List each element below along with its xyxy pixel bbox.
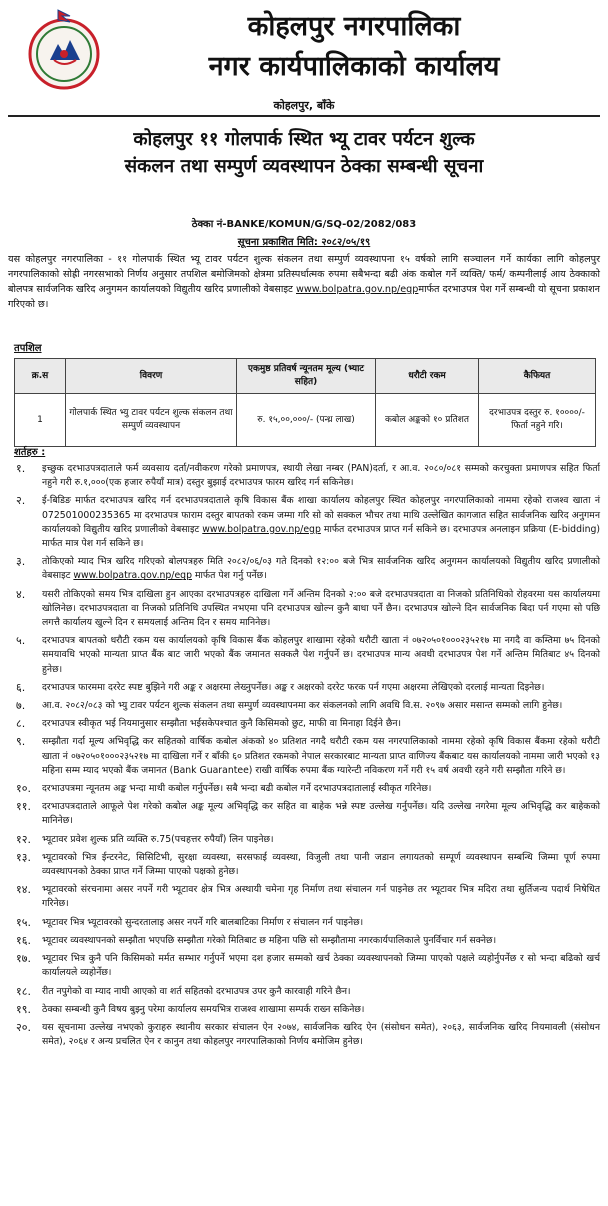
term-bolpatra-link[interactable]: www.bolpatra.gov.np/egp — [202, 523, 321, 535]
term-text-wrap — [42, 555, 600, 583]
term-number: १५. — [16, 915, 31, 929]
list-item — [8, 717, 600, 731]
contract-reference: ठेक्का नं-BANKE/KOMUN/G/SQ-02/2082/083 — [191, 219, 417, 230]
list-item — [8, 916, 600, 930]
list-item — [8, 782, 600, 796]
list-item — [8, 1021, 600, 1049]
intro-text: यस कोहलपुर नगरपालिका - ११ गोलपार्क स्थित भ्यू टावर पर्यटन शुल्क संकलन तथा सम्पुर्ण व्यवस्थापना १५ वर्षको लागि सञ्चालन गर्ने कार्यका लागि कोहलपुर नगरपालिकाको सोह्री नगरसभाको निर्णय अनुसार तपशिल बमोजिमको क्षेत्रमा प्रतिस्पर्धात्मक रुपमा सबैभन्दा बढी अंक कबोल गर्ने व्यक्ति/ फर्म/ कम्पनीलाई आय ठेक्काको बोलपत्र सार्वजनिक खरिद अनुगमन कार्यालयको विद्युतीय खरिद प्रणालीको वेबसाइट — [8, 254, 600, 295]
term-text: दरभाउपत्र फारममा दररेट स्पष्ट बुझिने गरी अङ्क र अक्षरमा लेख्नुपर्नेछ। अङ्क र अक्षरको दररेट फरक पर्न गएमा अक्षरमा लेखिएको दरलाई मान्यता दिइनेछ। — [42, 681, 545, 693]
intro-suffix: मार्फत दरभाउपत्र पेश गर्ने सम्बन्धी यो सूचना प्रकाशन गरिएको छ। — [8, 284, 600, 310]
term-text: तोकिएको म्याद भित्र खरिद गरिएको बोलपत्रहरु मिति २०८२/०६/०३ गते दिनको १२:०० बजे भित्र सार्वजनिक खरिद अनुगमन कार्यालयको विद्युतीय खरिद प्रणालीको वेबसाइट — [42, 556, 600, 582]
schedule-header-row — [15, 359, 596, 394]
list-item — [8, 735, 600, 778]
col-description: विवरण — [66, 359, 237, 394]
term-text: भ्यूटावर भित्र भ्यूटावरको सुन्दरतालाइ असर नपर्ने गरि बालबाटिका निर्माण र संचालन गर्न पाइनेछ। — [42, 916, 364, 928]
term-text: रीत नपुगेको वा म्याद नाघी आएको वा शर्त सहितको दरभाउपत्र उपर कुनै कारवाही गरिने छैन। — [42, 985, 351, 997]
term-suffix: मार्फत पेश गर्नु पर्नेछ। — [194, 570, 267, 582]
list-item — [8, 588, 600, 631]
list-item — [8, 851, 600, 879]
term-number: ७. — [16, 699, 26, 713]
term-number: १४. — [16, 883, 31, 897]
publish-date — [0, 234, 608, 248]
intro-bolpatra-link[interactable]: www.bolpatra.gov.np/egp — [296, 284, 419, 295]
list-item — [8, 952, 600, 980]
term-number: ३. — [16, 555, 26, 569]
notice-title — [8, 126, 600, 180]
term-number: ११. — [16, 800, 31, 814]
term-text: भ्यूटावर प्रवेश शुल्क प्रति व्यक्ति रु.75(पचहत्तर रुपैयाँ) लिन पाइनेछ। — [42, 833, 274, 845]
notice-title-line2: संकलन तथा सम्पुर्ण व्यवस्थापन ठेक्का सम्बन्धी सूचना — [124, 156, 484, 177]
term-number: १७. — [16, 952, 31, 966]
term-number: ५. — [16, 634, 26, 648]
terms-list — [8, 462, 600, 1053]
cell-min-price: रु. १५,००,०००/- (पन्ध्र लाख) — [237, 394, 376, 447]
list-item — [8, 934, 600, 948]
cell-description: गोलपार्क स्थित भ्यु टावर पर्यटन शुल्क संकलन तथा सम्पुर्ण व्यवस्थापन — [66, 394, 237, 447]
list-item — [8, 1003, 600, 1017]
list-item — [8, 494, 600, 551]
term-number: १६. — [16, 933, 31, 947]
term-text: दरभाउपत्रदाताले आफूले पेश गरेको कबोल अङ्क मूल्य अभिवृद्धि कर सहित वा बाहेक भन्ने स्पष्ट उल्लेख गर्नुपर्नेछ। यदि उल्लेख नगरेमा मूल्य अभिवृद्धि कर बाहेकको मानिनेछ। — [42, 801, 600, 827]
schedule-heading: तपशिल — [14, 343, 42, 354]
table-row — [15, 394, 596, 447]
term-number: ६. — [16, 680, 26, 694]
list-item — [8, 800, 600, 828]
term-number: १२. — [16, 832, 31, 846]
list-item — [8, 634, 600, 677]
term-text: भ्यूटावरको भित्र ईन्टरनेट, सिसिटिभी, सुरक्षा व्यवस्था, सरसफाई व्यवस्था, विजुली तथा पानी जडान लगायतको सम्पूर्ण व्यवस्थापन सम्बन्धि जिम्मा पूर्ण रुपमा व्यवस्थापनको ठेक्का प्राप्त गर्ने जिम्मा पाएको पक्षको हुनेछ। — [42, 851, 600, 878]
term-bolpatra-link[interactable]: www.bolpatra.gov.np/egp — [73, 570, 192, 582]
term-text: भ्यूटावरको संरचनामा असर नपर्ने गरी भ्यूटावर क्षेत्र भित्र अस्थायी चमेना गृह निर्माण तथा संचालन गर्न पाइनेछ तर भ्यूटावर भित्र मदिरा तथा सुर्तिजन्य पदार्थ निषेधित गरिनेछ। — [42, 884, 600, 910]
schedule-table — [14, 358, 596, 447]
list-item — [8, 985, 600, 999]
municipality-name: कोहलपुर नगरपालिका — [247, 11, 461, 42]
term-number: ४. — [16, 587, 26, 601]
term-text: यसरी तोकिएको समय भित्र दाखिला हुन आएका दरभाउपत्रहरु दाखिला गर्ने अन्तिम दिनको २:०० बजे दरभाउपत्रदाता वा निजको प्रतिनिधिको रोहवरमा यस कार्यालयमा खोलिनेछ। दरभाउपत्रदाता वा निजको प्रतिनिधि उपस्थित नभएमा पनि दरभाउपत्र खोल्न कुनै बाधा पर्ने छैन। दरभाउपत्र खोल्ने दिन सार्वजनिक बिदा पर्न गएमा सो पछि लगत्तै कार्यालय खुल्ने दिन र समयलाई अन्तिम दिन र समय मानिनेछ। — [42, 588, 600, 629]
term-text-wrap — [42, 494, 600, 551]
term-number: २. — [16, 494, 26, 508]
term-number: १८. — [16, 984, 31, 998]
list-item — [8, 699, 600, 713]
cell-remarks: दरभाउपत्र दस्तुर रु. १००००/- फिर्ता नहुने गरि। — [479, 394, 596, 447]
col-remarks: कैफियत — [479, 359, 596, 394]
office-name: नगर कार्यपालिकाको कार्यालय — [208, 51, 500, 82]
term-text: ठेक्का सम्बन्धी कुनै विषय बुझ्नु परेमा कार्यालय समयभित्र राजश्व शाखामा सम्पर्क राख्न सकिनेछ। — [42, 1003, 365, 1015]
term-text: भ्यूटावर भित्र कुनै पनि किसिमको मर्मत सम्भार गर्नुपर्ने भएमा दश हजार सम्मको खर्च ठेक्का व्यवस्थापनको जिम्मा पाएको पक्षले व्यहोर्नुपर्नेछ र सो भन्दा बढिको खर्च कार्यालयले व्यहोर्नेछ। — [42, 953, 600, 979]
municipality-emblem-icon — [22, 8, 106, 92]
cell-deposit: कबोल अङ्कको १० प्रतिशत — [376, 394, 479, 447]
term-number: ९. — [16, 735, 26, 749]
list-item — [8, 883, 600, 911]
terms-heading: शर्तहरु : — [14, 447, 46, 458]
term-text: यस सूचनामा उल्लेख नभएको कुराहरु स्थानीय सरकार संचालन ऐन २०७४, सार्वजनिक खरिद ऐन (संसोधन समेत), २०६३, सार्वजनिक खरिद नियमावली (संसोधन समेत), २०६४ र अन्य प्रचलित ऐन र कानुन तथा कोहलपुर नगरपालिकाको निर्णय बमोजिम हुनेछ। — [42, 1021, 600, 1048]
list-item — [8, 833, 600, 847]
term-number: १३. — [16, 850, 31, 864]
term-text: दरभाउपत्र बापतको धरौटी रकम यस कार्यालयको कृषि विकास बैंक कोहलपुर शाखामा रहेको धरौटी खाता नं ०७२०५०१०००२३५२१७ मा नगदै वा कम्तिमा ७५ दिनको समयावधि भएको मान्यता प्राप्त बैंक बाट जारी भएको बैंक जमानत सक्कलै पेश गर्नुपर्ने छ। दरभाउपत्र मान्य अवधी दरभाउपत्र पेश गर्ने अन्तिम मितिबाट ४५ दिनको हुनेछ। — [42, 635, 600, 675]
notice-title-line1: कोहलपुर ११ गोलपार्क स्थित भ्यू टावर पर्यटन शुल्क — [133, 129, 475, 150]
publish-date-text: सूचना प्रकाशित मिति: २०८२/०५/१९ — [237, 237, 371, 248]
term-text: इच्छुक दरभाउपत्रदाताले फर्म व्यवसाय दर्ता/नवीकरण गरेको प्रमाणपत्र, स्थायी लेखा नम्बर (PAN)दर्ता, र आ.व. २०८०/०८१ सम्मको करचुक्ता प्रमाणपत्र सहित फिर्ता नहुने गरी रु.१,०००(एक हजार रुपैयाँ मात्र) दस्तुर बुझाई दरभाउपत्र फारम खरिद गर्न सकिनेछ। — [42, 463, 600, 489]
term-number: १०. — [16, 782, 31, 796]
term-number: १. — [16, 462, 26, 475]
term-suffix: मार्फत दरभाउपत्र प्राप्त गर्न सकिने छ। दरभाउपत्र अनलाइन प्रक्रिया (E-bidding) मार्फत मात्र पेश गर्न सकिने छ। — [42, 523, 600, 550]
term-number: १९. — [16, 1002, 31, 1016]
col-deposit: धरौटी रकम — [376, 359, 479, 394]
cell-sn: 1 — [15, 394, 66, 447]
term-text: भ्यूटावर व्यवस्थापनको सम्झौता भएपछि सम्झौता गरेको मितिबाट छ महिना पछि सो सम्झौतामा नगरकार्यपालिकाले पुनर्विचार गर्न सक्नेछ। — [42, 934, 497, 946]
term-text: दरभाउपत्र स्वीकृत भई नियमानुसार सम्झौता भईसकेपश्चात कुनै किसिमको छुट, माफी वा मिनाहा दिईने छैन। — [42, 718, 402, 730]
col-sn: क्र.स — [15, 359, 66, 394]
list-item — [8, 555, 600, 583]
term-text: दरभाउपत्रमा न्यूनतम अङ्क भन्दा माथी कबोल गर्नुपर्नेछ। सबै भन्दा बढी कबोल गर्ने दरभाउपत्रदातालाई स्वीकृत गरिनेछ। — [42, 783, 432, 795]
term-text: सम्झौता गर्दा मूल्य अभिवृद्धि कर सहितको वार्षिक कबोल अंकको ४० प्रतिशत नगदै धरौटी रकम यस नगरपालिकाको नाममा रहेको कृषि विकास बैंकमा रहेको धरौटी खाता नं ०७२०५०१०००२३५२१७ मा दाखिला गर्ने र बाँकी ६० प्रतिशत रकमको नेपाल सरकारबाट मान्यता प्राप्त वाणिज्य बैंकबाट यस कार्यालयको नाममा जारी भएको १३ महिना सम्म म्याद भएको बैंक जमानत (Bank Guarantee) राखी वार्षिक रुपमा बैंक ग्यारेन्टी नविकरण गर्ने गरी १५ वर्ष अवधी रहने गरी सम्झौता गरिने छ। — [42, 736, 600, 776]
term-text: आ.व. २०८२/०८३ को भ्यु टावर पर्यटन शुल्क संकलन तथा सम्पुर्ण व्यवस्थापनमा कर संकलनको लागि अवधि वि.स. २०९७ असार मसान्त सम्मको लागि हुनेछ। — [42, 700, 563, 712]
list-item — [8, 681, 600, 695]
term-number: ८. — [16, 717, 26, 731]
office-location: कोहलपुर, बाँके — [273, 99, 335, 112]
list-item — [8, 462, 600, 490]
term-number: २०. — [16, 1020, 31, 1034]
header-divider — [8, 115, 600, 117]
col-min-price: एकमुष्ठ प्रतिवर्ष न्यूनतम मूल्य (भ्याट सहित) — [237, 359, 376, 394]
intro-paragraph — [8, 252, 600, 312]
term-text: ई-बिडिङ मार्फत दरभाउपत्र खरिद गर्न दरभाउपत्रदाताले कृषि विकास बैंक शाखा कार्यालय कोहलपुर स्थित कोहलपुर नगरपालिकाको नाममा रहेको राजश्व खाता नं 072501000235365 मा दरभाउपत्र फाराम दस्तुर बापतको रकम जम्मा गरि सो को सक्कल भौचर तथा माथि उल्लेखित कागजात सहित सार्वजनिक खरिद अनुगमन कार्यालयको विद्युतीय खरिद प्रणालीको वेबसाइट — [42, 495, 600, 535]
